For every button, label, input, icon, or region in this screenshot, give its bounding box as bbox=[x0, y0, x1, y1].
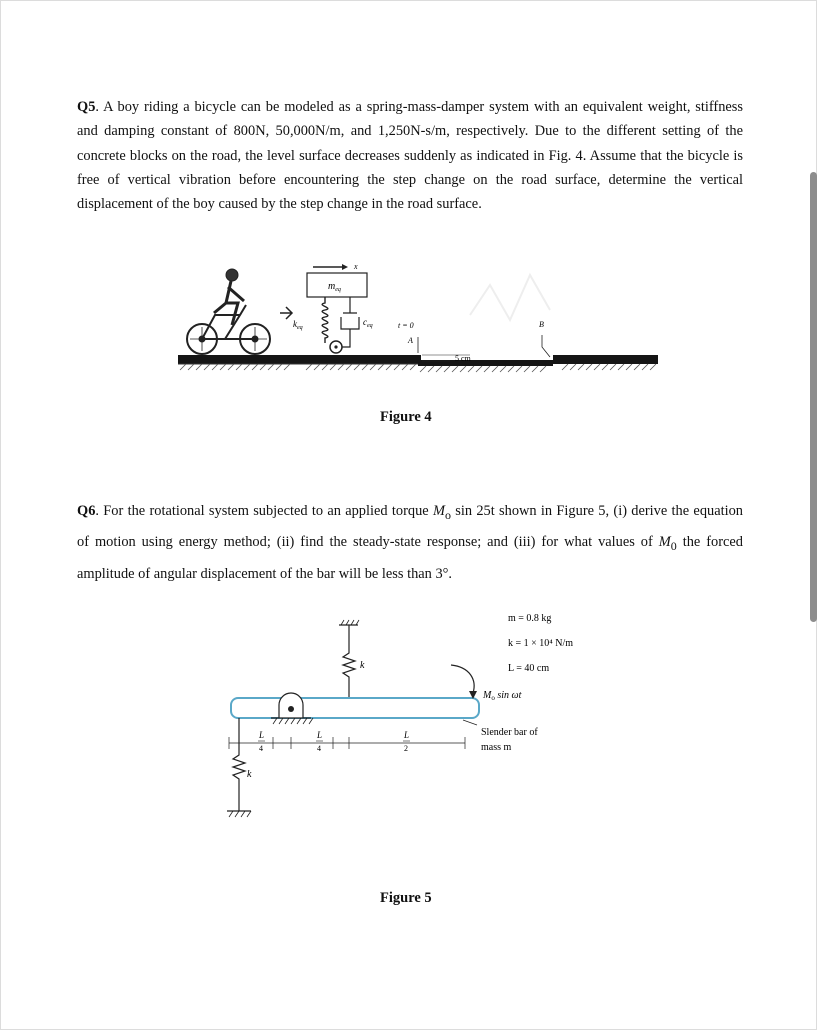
damper-ceq bbox=[336, 297, 359, 347]
mass-box bbox=[307, 273, 367, 297]
bar-label-2: mass m bbox=[481, 742, 512, 753]
spring-keq bbox=[322, 297, 328, 343]
m0-symbol: M bbox=[658, 534, 671, 551]
scrollbar[interactable] bbox=[810, 172, 817, 622]
question-5-number: Q5 bbox=[77, 99, 96, 115]
question-6-number: Q6 bbox=[77, 503, 96, 519]
top-spring bbox=[343, 625, 355, 698]
param-stiffness: k = 1 × 10⁴ N/m bbox=[508, 638, 574, 649]
question-6-text-2: shown in Figure 5, (i) derive the equation of motion using energy method; (ii) find the steady-state response; and (iii) for what values of bbox=[77, 503, 743, 551]
dim-4-1: 4 bbox=[259, 744, 263, 753]
slender-bar bbox=[231, 698, 479, 718]
mass-label: $m_{eq}$ bbox=[328, 281, 341, 293]
figure-4-diagram bbox=[170, 255, 665, 380]
param-mass: m = 0.8 kg bbox=[508, 613, 552, 624]
damping-label: $c_{eq}$ bbox=[363, 317, 373, 329]
dim-l-1: L bbox=[259, 730, 265, 740]
torque-subscript: o bbox=[444, 507, 451, 522]
param-length: L = 40 cm bbox=[508, 663, 550, 674]
torque-function: sin 25t bbox=[450, 503, 495, 519]
question-5-text: . A boy riding a bicycle can be modeled as a spring-mass-damper system with an equivalent weight, stiffness and damping constant of 800N, 50,000N/m, and 1,250N-s/m, respectively. Due to the different setting of the concrete blocks on the road, the level surface decreases suddenly as indicated in Fig. 4. Assume that the bicycle is free of vertical vibration before encountering the step change on the road surface, determine the vertical displacement of the boy caused by the step change in the road surface. bbox=[77, 99, 743, 213]
step-label: 5 cm bbox=[455, 354, 471, 363]
dim-2: 2 bbox=[404, 744, 408, 753]
dim-l-3: L bbox=[404, 730, 410, 740]
figure-4-caption: Figure 4 bbox=[380, 409, 432, 425]
figure-5-diagram bbox=[215, 605, 615, 830]
dim-l-2: L bbox=[317, 730, 323, 740]
bicycle-boy-illustration bbox=[187, 269, 270, 354]
bottom-spring-label: k bbox=[247, 769, 252, 780]
question-6-text-1: . For the rotational system subjected to an applied torque bbox=[95, 503, 433, 519]
torque-arrow[interactable] bbox=[451, 665, 474, 693]
question-6-text-3: the forced amplitude of angular displacement of the bar will be less than 3°. bbox=[77, 534, 743, 582]
question-5 bbox=[77, 95, 743, 216]
time-label: t = 0 bbox=[398, 321, 414, 330]
point-b-label: B bbox=[539, 320, 544, 329]
point-a-label: A bbox=[408, 336, 413, 345]
torque-label: $M_o$ sin ωt bbox=[483, 690, 522, 702]
road-upper-level bbox=[178, 355, 418, 364]
x-label: x bbox=[354, 262, 358, 271]
bottom-spring bbox=[233, 718, 245, 811]
dim-4-2: 4 bbox=[317, 744, 321, 753]
bar-label-1: Slender bar of bbox=[481, 727, 538, 738]
question-6 bbox=[77, 498, 743, 588]
road-right-level bbox=[553, 355, 658, 364]
stiffness-label: $k_{eq}$ bbox=[293, 319, 303, 331]
m0-subscript: 0 bbox=[670, 539, 677, 554]
torque-symbol: M bbox=[432, 503, 445, 519]
top-spring-label: k bbox=[360, 660, 365, 671]
figure-5-caption: Figure 5 bbox=[380, 890, 432, 906]
pivot bbox=[279, 693, 303, 718]
